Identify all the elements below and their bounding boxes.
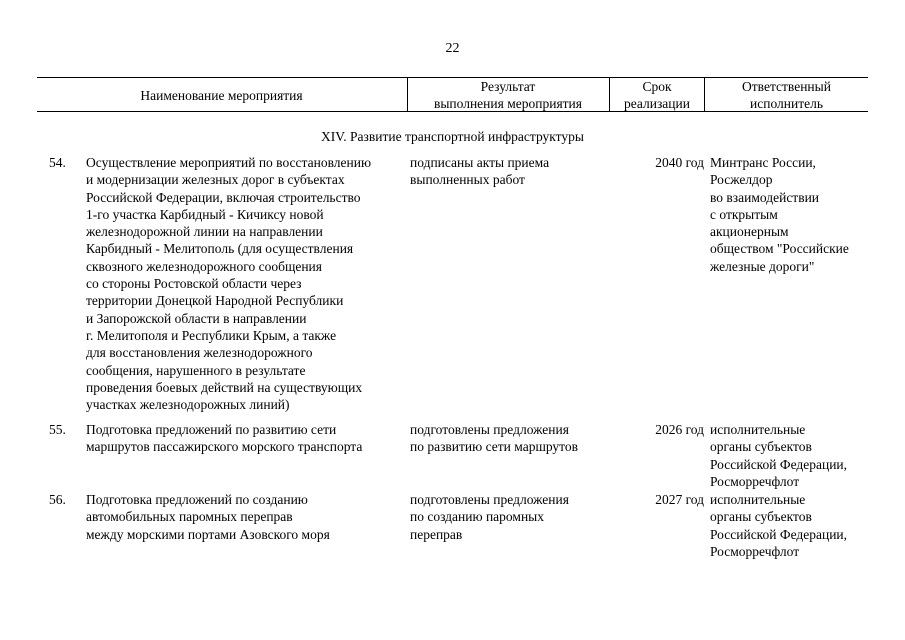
table-header-top-rule	[37, 77, 868, 78]
responsible-executor: исполнительные органы субъектов Российской Федерации, Росморречфлот	[710, 492, 848, 559]
activity-result: подписаны акты приема выполненных работ	[410, 155, 550, 188]
header-term: Срок реализации	[624, 79, 690, 111]
header-result: Результат выполнения мероприятия	[433, 79, 582, 111]
section-title: XIV. Развитие транспортной инфраструктуры	[321, 129, 584, 144]
header-executor: Ответственный исполнитель	[742, 79, 831, 111]
activity-term: 2027 год	[655, 492, 704, 507]
activity-name: Осуществление мероприятий по восстановлению и модернизации железных дорог в субъектах Российской Федерации, включая строительство 1-го участка Карбидный - Кичиксу новой железнодорожной линии на направлении Карбидный - Мелитополь (для осуществления сквозного железнодорожного сообщения со стороны Ростовской области через территории Донецкой Народной Республики и Запорожской области в направлении г. Мелитополя и Республики Крым, а также для восстановления железнодорожного сообщения, нарушенного в результате проведения боевых действий на существующих участках железнодорожных линий)	[86, 155, 372, 413]
header-activity-name: Наименование мероприятия	[140, 88, 303, 103]
activity-name: Подготовка предложений по развитию сети маршрутов пассажирского морского транспорта	[86, 422, 363, 455]
row-number: 55.	[49, 422, 66, 437]
row-number: 56.	[49, 492, 66, 507]
responsible-executor: Минтранс России, Росжелдор во взаимодействии с открытым акционерным обществом "Российские железные дороги"	[710, 155, 849, 274]
activity-result: подготовлены предложения по созданию паромных переправ	[410, 492, 569, 542]
activity-term: 2040 год	[655, 155, 704, 170]
row-number: 54.	[49, 155, 66, 170]
activity-name: Подготовка предложений по созданию автомобильных паромных переправ между морскими портами Азовского моря	[86, 492, 330, 542]
page-number: 22	[445, 41, 460, 56]
responsible-executor: исполнительные органы субъектов Российской Федерации, Росморречфлот	[710, 422, 848, 489]
activity-result: подготовлены предложения по развитию сети маршрутов	[410, 422, 579, 455]
activity-term: 2026 год	[655, 422, 704, 437]
